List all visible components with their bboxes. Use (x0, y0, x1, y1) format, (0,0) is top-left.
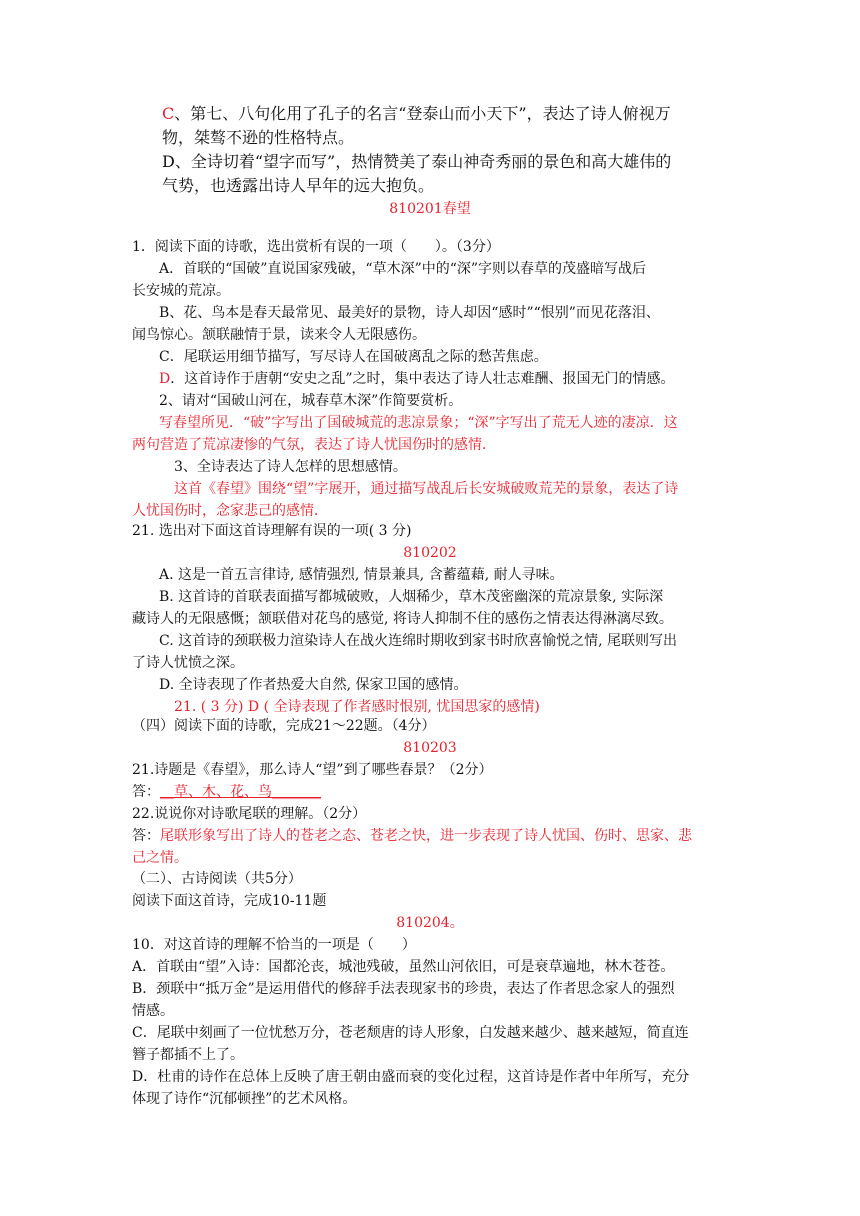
q21-option-b-line2: 藏诗人的无限感慨；颔联借对花鸟的感觉, 将诗人抑制不住的感伤之情表达得淋漓尽致。 (132, 611, 673, 627)
q10-option-b-line2: 情感。 (132, 1003, 174, 1019)
q10-option-b-line1: B．颈联中“抵万金”是运用借代的修辞手法表现家书的珍贵，表达了作者思念家人的强烈 (132, 981, 675, 997)
option-c-letter: C (162, 104, 175, 123)
question-22: 22.说说你对诗歌尾联的理解。（2分） (132, 806, 367, 822)
q21-option-b-line1: B. 这首诗的首联表面描写都城破败，人烟稀少，草木茂密幽深的荒凉景象, 实际深 (159, 589, 664, 605)
question-21-b: 21.诗题是《春望》，那么诗人“望”到了哪些春景？（2分） (132, 762, 493, 778)
q10-option-c-line2: 簪子都插不上了。 (132, 1047, 244, 1063)
top-option-d-line1: D、全诗切着“望字而写”，热情赞美了泰山神奇秀丽的景色和高大雄伟的 (162, 152, 672, 171)
q21-option-c-line2: 了诗人忧愤之深。 (132, 655, 244, 671)
question-1: 1．阅读下面的诗歌，选出赏析有误的一项（ ）。（3分） (132, 239, 500, 255)
section-heading-810203: 810203 (403, 740, 457, 756)
q10-option-d-line1: D．杜甫的诗作在总体上反映了唐王朝由盛而衰的变化过程，这首诗是作者中年所写，充分 (132, 1069, 690, 1085)
top-option-d-line2: 气势，也透露出诗人早年的远大抱负。 (162, 176, 435, 195)
q1-option-c: C．尾联运用细节描写，写尽诗人在国破离乱之际的愁苦焦虑。 (159, 349, 548, 365)
q1-option-b-line2: 闻鸟惊心。颔联融情于景，读来令人无限感伤。 (132, 327, 426, 343)
section-heading-810202: 810202 (403, 545, 457, 561)
answer-22-line2: 己之情。 (132, 850, 188, 866)
answer-21-b-value: __草、木、花、鸟_______ (160, 784, 321, 800)
question-3: 3、全诗表达了诗人怎样的思想感情。 (174, 459, 407, 475)
answer-2-line1: 写春望所见．“破”字写出了国破城荒的悲凉景象；“深”字写出了荒无人迹的凄凉．这 (159, 415, 678, 431)
question-2: 2、请对“国破山河在，城春草木深”作简要赏析。 (159, 393, 463, 409)
q10-option-c-line1: C．尾联中刻画了一位忧愁万分，苍老颓唐的诗人形象，白发越来越少、越来越短，简直连 (132, 1025, 689, 1041)
q21-option-c-line1: C. 这首诗的颈联极力渲染诗人在战火连绵时期收到家书时欣喜愉悦之情, 尾联则写出 (159, 633, 678, 649)
q1-option-d-letter: D (159, 371, 171, 387)
section-heading-810201: 810201春望 (389, 201, 471, 217)
answer-22-line1: 答：尾联形象写出了诗人的苍老之态、苍老之快，进一步表现了诗人忧国、伤时、思家、悲 (132, 828, 692, 844)
q1-option-a-line1: A．首联的“国破”直说国家残破，“草木深”中的“深”字则以春草的茂盛暗写战后 (159, 261, 647, 277)
answer-21: 21. ( 3 分) D ( 全诗表现了作者感时恨别, 忧国思家的感情) (174, 699, 540, 715)
top-option-c-line2: 物，桀骜不逊的性格特点。 (162, 128, 355, 147)
section-intro-4: （四）阅读下面的诗歌，完成21～22题。（4分） (132, 718, 436, 734)
answer-2-line2: 两句营造了荒凉凄惨的气氛，表达了诗人忧国伤时的感情． (132, 437, 496, 453)
section-heading-810204: 810204。 (396, 915, 464, 931)
question-10: 10．对这首诗的理解不恰当的一项是（ ） (132, 937, 416, 953)
q21-option-a: A. 这是一首五言律诗, 感情强烈, 情景兼具, 含蓄蕴藉, 耐人寻味。 (159, 567, 564, 583)
reading-instruction: 阅读下面这首诗，完成10-11题 (132, 893, 327, 909)
q10-option-d-line2: 体现了诗作“沉郁顿挫”的艺术风格。 (132, 1091, 357, 1107)
answer-3-line1: 这首《春望》围绕“望”字展开，通过描写战乱后长安城破败荒芜的景象，表达了诗 (174, 481, 679, 497)
q21-option-d: D. 全诗表现了作者热爱大自然, 保家卫国的感情。 (159, 677, 468, 693)
q1-option-d: D．这首诗作于唐朝“安史之乱”之时，集中表达了诗人壮志难酬、报国无门的情感。 (159, 371, 675, 387)
q1-option-b-line1: B、花、鸟本是春天最常见、最美好的景物，诗人却因“感时”“恨别”而见花落泪、 (159, 305, 660, 321)
q10-option-a: A．首联由“望”入诗：国都沦丧，城池残破，虽然山河依旧，可是衰草遍地，林木苍苍。 (132, 959, 675, 975)
answer-3-line2: 人忧国伤时，念家悲己的感情． (132, 503, 328, 519)
section-intro-2: （二）、古诗阅读（共5分） (132, 871, 302, 887)
answer-21-b: 答：__草、木、花、鸟_______ (132, 784, 321, 800)
question-21-a: 21. 选出对下面这首诗理解有误的一项( 3 分) (132, 523, 412, 539)
top-option-c-line1: C、第七、八句化用了孔子的名言“登泰山而小天下”，表达了诗人俯视万 (162, 104, 671, 123)
q1-option-a-line2: 长安城的荒凉。 (132, 283, 230, 299)
